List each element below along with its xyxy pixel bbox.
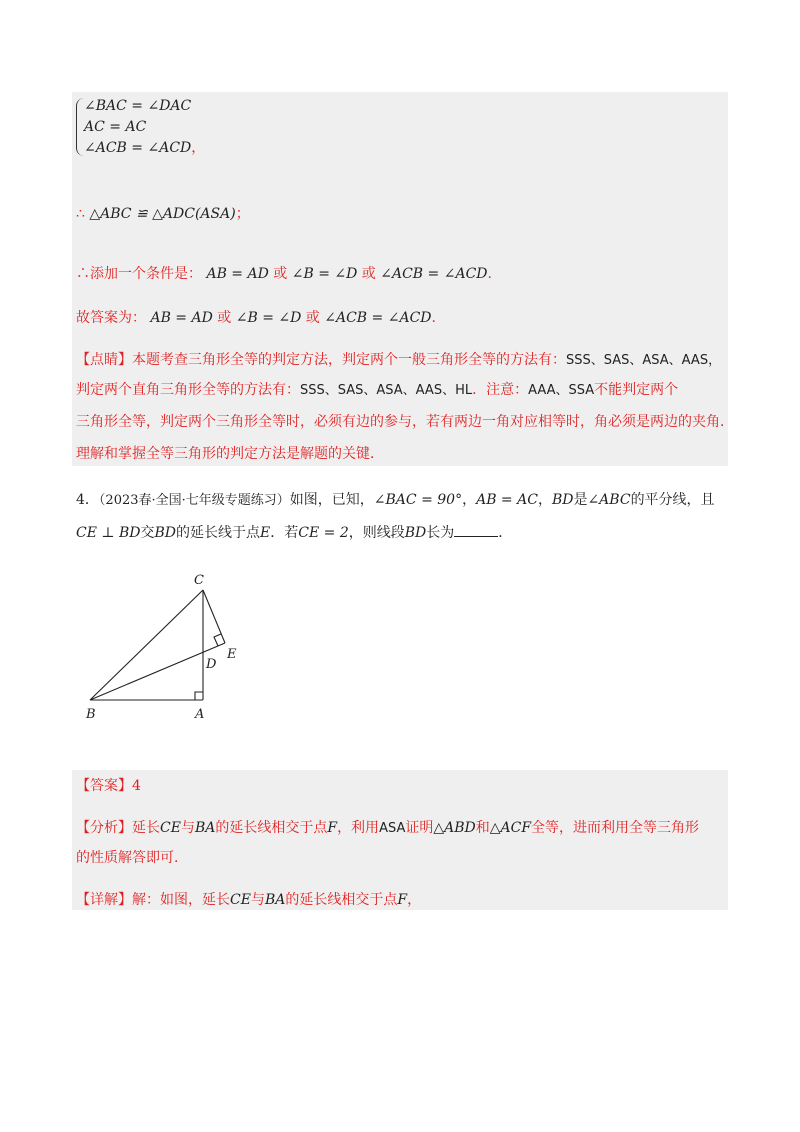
analysis-m5: △ABD (433, 820, 476, 836)
comment-line2-text-a: 判定两个直角三角形全等的方法有： (76, 382, 300, 398)
comment-line2-methods: SSS、SAS、ASA、AAS、HL (300, 383, 473, 398)
question-source: （2023春·全国·七年级专题练习） (98, 493, 290, 508)
label-A: A (195, 707, 205, 722)
answer-blank[interactable] (454, 522, 498, 537)
detail-label: 【详解】 (76, 892, 132, 908)
question-m8: CE = 2 (298, 525, 349, 541)
question-sep2: ， (537, 492, 552, 508)
question-text7: ，则线段 (348, 525, 405, 541)
question-text6: ．若 (270, 525, 299, 541)
detail-m3: F (397, 892, 408, 908)
label-E: E (227, 647, 237, 662)
add-condition-prefix: ∴添加一个条件是： (76, 266, 202, 282)
therefore-math: △ABC ≌ △ADC(ASA) (89, 206, 236, 222)
detail-t1: 解：如图，延长 (132, 892, 230, 908)
comment-line1-text: 本题考查三角形全等的判定方法，判定两个一般三角形全等的方法有： (132, 352, 566, 368)
analysis-m1: CE (160, 820, 181, 836)
label-C: C (194, 573, 204, 588)
answer-top-m1: AB = AD (150, 310, 213, 326)
detail-line (76, 890, 421, 910)
therefore-line (76, 204, 250, 224)
add-condition-m3: ∠ACB = ∠ACD (380, 266, 488, 282)
detail-t3: 的延长线相交于点 (285, 892, 398, 908)
analysis-m2: BA (194, 820, 216, 836)
analysis-t2: 与 (180, 820, 195, 836)
question-number: 4． (76, 492, 99, 508)
detail-m1: CE (230, 892, 251, 908)
analysis-t6: 和 (475, 820, 490, 836)
label-B: B (86, 707, 96, 722)
add-condition-line (76, 264, 492, 284)
analysis-line-2: 的性质解答即可. (76, 850, 179, 866)
comment-line-2 (76, 380, 678, 401)
answer-bottom-value: 4 (132, 778, 141, 794)
comment-line1-methods: SSS、SAS、ASA、AAS， (566, 353, 722, 368)
question-text1: 如图，已知， (289, 492, 374, 508)
add-condition-or1: 或 (273, 266, 288, 282)
question-line-2 (76, 522, 512, 543)
comment-line2-methods-2: AAA、SSA (528, 383, 595, 398)
question-m5: CE ⊥ BD (76, 525, 141, 541)
comment-line-1 (76, 350, 721, 371)
system-line-1: ∠BAC = ∠DAC (84, 98, 192, 114)
question-m3: BD (551, 492, 574, 508)
question-text2: 是 (573, 492, 588, 508)
add-condition-or2: 或 (361, 266, 376, 282)
question-text5: 的延长线于点 (176, 525, 261, 541)
right-angle-mark-E (214, 634, 221, 646)
analysis-label: 【分析】 (76, 820, 132, 836)
analysis-t7: 全等，进而利用全等三角形 (531, 820, 700, 836)
system-line-3 (84, 138, 205, 158)
triangle-figure (80, 570, 260, 730)
label-D: D (206, 657, 217, 672)
question-m2: AB = AC (476, 492, 538, 508)
answer-top-prefix: 故答案为： (76, 310, 146, 326)
therefore-suffix: ； (235, 206, 250, 222)
analysis-t4: ，利用 (337, 820, 380, 836)
question-m6: BD (154, 525, 177, 541)
comment-label: 【点睛】 (76, 352, 132, 368)
question-m7: E (260, 525, 271, 541)
analysis-t1: 延长 (132, 820, 160, 836)
question-text8: 长为 (426, 525, 455, 541)
question-sep1: ， (462, 492, 477, 508)
answer-top-m2: ∠B = ∠D (235, 310, 302, 326)
question-m9: BD (404, 525, 427, 541)
detail-m2: BA (264, 892, 286, 908)
solution-block-bottom (72, 770, 728, 910)
system-end: ， (191, 140, 206, 156)
answer-top-or2: 或 (305, 310, 320, 326)
system-line-3-math: ∠ACB = ∠ACD (84, 140, 192, 156)
right-angle-mark-A (195, 692, 203, 700)
detail-t4: ， (407, 892, 422, 908)
therefore-prefix: ∴ (76, 206, 85, 222)
segment-BC (90, 590, 203, 700)
system-line-2: AC = AC (84, 119, 147, 135)
question-text3: 的平分线，且 (630, 492, 715, 508)
analysis-t5: 证明 (405, 820, 434, 836)
detail-t2: 与 (250, 892, 265, 908)
add-condition-m1: AB = AD (206, 266, 269, 282)
answer-top-m3: ∠ACB = ∠ACD (324, 310, 432, 326)
analysis-m4: ASA (379, 821, 406, 836)
answer-top-or1: 或 (217, 310, 232, 326)
comment-line2-text-b: ．注意： (472, 382, 529, 398)
answer-line-top (76, 308, 436, 328)
question-end: ． (498, 525, 513, 541)
question-text4: 交 (140, 525, 155, 541)
answer-bottom-label: 【答案】 (76, 778, 132, 794)
analysis-m3: F (327, 820, 338, 836)
comment-line-4: 理解和掌握全等三角形的判定方法是解题的关键． (76, 446, 384, 462)
analysis-m6: △ACF (489, 820, 532, 836)
add-condition-suffix: . (487, 266, 492, 282)
comment-line2-text-c: 不能判定两个 (594, 382, 679, 398)
answer-line-bottom (76, 776, 141, 796)
add-condition-m2: ∠B = ∠D (291, 266, 358, 282)
answer-top-suffix: . (431, 310, 436, 326)
analysis-line-1 (76, 818, 699, 839)
comment-line-3: 三角形全等，判定两个三角形全等时，必须有边的参与，若有两边一角对应相等时，角必须是两边的夹角． (76, 414, 734, 430)
question-line-1 (76, 490, 715, 511)
segment-BE (90, 643, 225, 700)
question-m4: ∠ABC (587, 492, 631, 508)
analysis-t3: 的延长线相交于点 (215, 820, 328, 836)
segment-CE (203, 590, 225, 643)
question-m1: ∠BAC = 90° (373, 492, 463, 508)
